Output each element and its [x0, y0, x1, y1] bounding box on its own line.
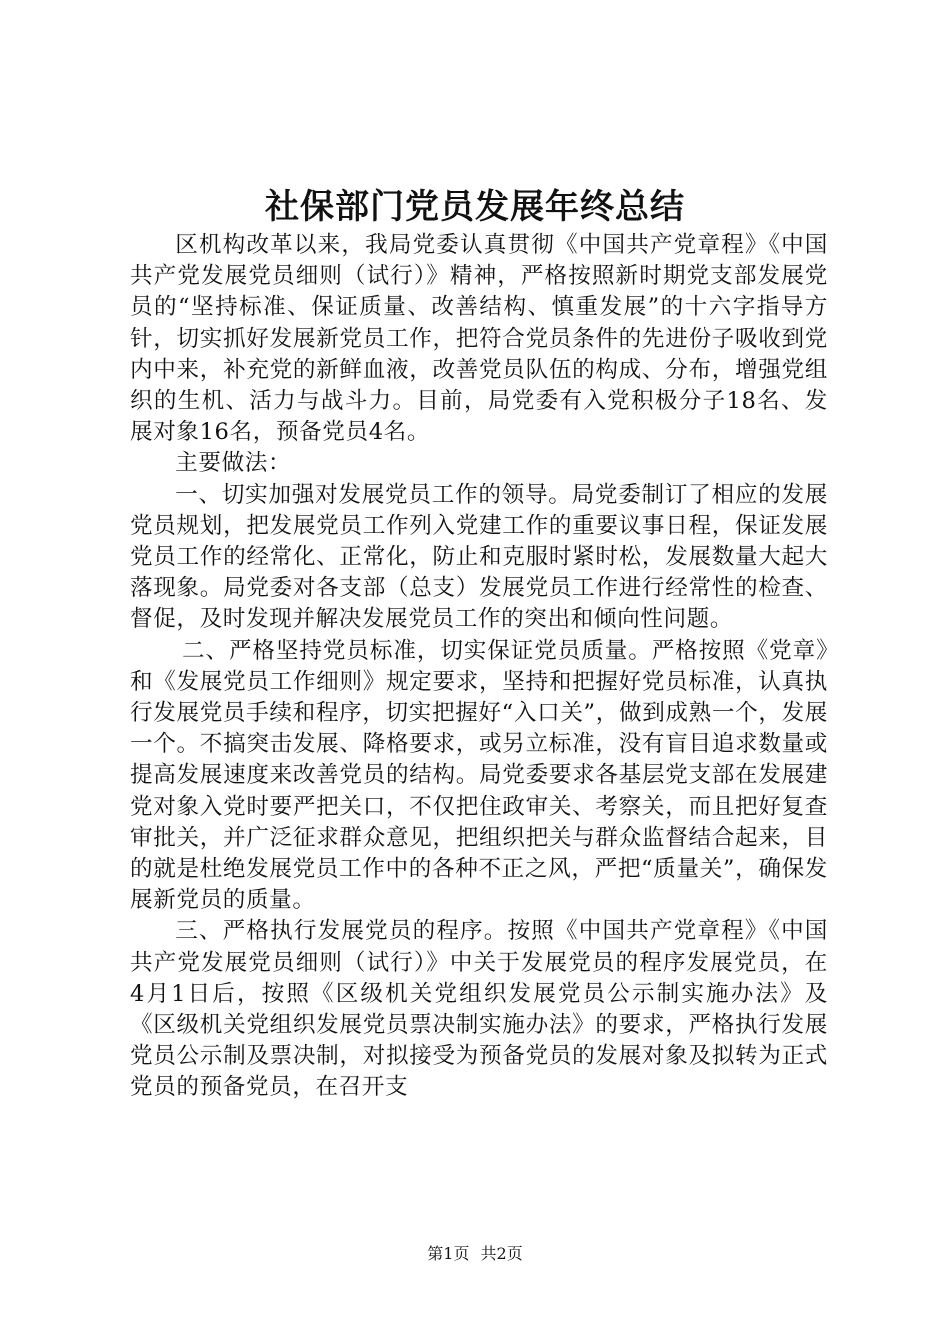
paragraph-point-one: 一、切实加强对发展党员工作的领导。局党委制订了相应的发展党员规划，把发展党员工作列入党建工作的重要议事日程，保证发展党员工作的经常化、正常化，防止和克服时紧时松，发展数量大起大落现象。局党委对各支部（总支）发展党员工作进行经常性的检查、督促，及时发现并解决发展党员工作的突出和倾向性问题。	[130, 481, 828, 633]
page-number-total: 共2页	[480, 1244, 523, 1263]
paragraph-point-two: 二、严格坚持党员标准，切实保证党员质量。严格按照《党章》和《发展党员工作细则》规定要求，坚持和把握好党员标准，认真执行发展党员手续和程序，切实把握好“入口关”，做到成熟一个，发展一个。不搞突击发展、降格要求，或另立标准，没有盲目追求数量或提高发展速度来改善党员的结构。局党委要求各基层党支部在发展建党对象入党时要严把关口，不仅把住政审关、考察关，而且把好复查审批关，并广泛征求群众意见，把组织把关与群众监督结合起来，目的就是杜绝发展党员工作中的各种不正之风，严把“质量关”，确保发展新党员的质量。	[130, 637, 828, 914]
paragraph-point-three: 三、严格执行发展党员的程序。按照《中国共产党章程》《中国共产党发展党员细则（试行）》中关于发展党员的程序发展党员，在4月1日后，按照《区级机关党组织发展党员公示制实施办法》及《区级机关党组织发展党员票决制实施办法》的要求，严格执行发展党员公示制及票决制，对拟接受为预备党员的发展对象及拟转为正式党员的预备党员，在召开支	[130, 918, 828, 1101]
page-number-current: 第1页	[427, 1244, 470, 1263]
document-title: 社保部门党员发展年终总结	[265, 187, 685, 227]
document-body	[130, 230, 828, 1104]
paragraph-intro: 区机构改革以来，我局党委认真贯彻《中国共产党章程》《中国共产党发展党员细则（试行）》精神，严格按照新时期党支部发展党员的“坚持标准、保证质量、改善结构、慎重发展”的十六字指导方针，切实抓好发展新党员工作，把符合党员条件的先进份子吸收到党内中来，补充党的新鲜血液，改善党员队伍的构成、分布，增强党组织的生机、活力与战斗力。目前，局党委有入党积极分子18名、发展对象16名，预备党员4名。	[130, 232, 828, 446]
paragraph-main-methods-heading: 主要做法：	[175, 450, 292, 477]
page-footer	[0, 1243, 950, 1265]
